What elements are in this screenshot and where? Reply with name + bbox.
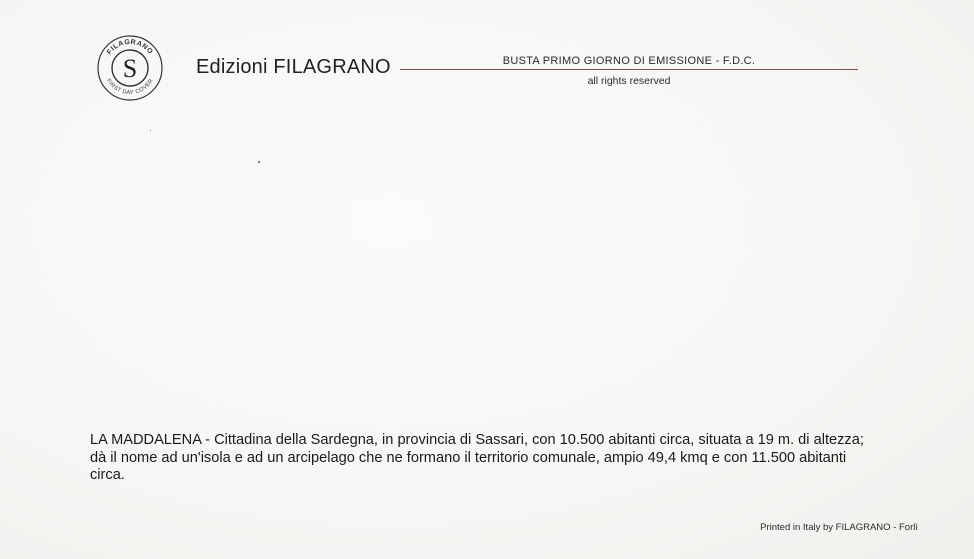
fdc-title: BUSTA PRIMO GIORNO DI EMISSIONE - F.D.C. bbox=[502, 55, 756, 67]
header-rule bbox=[400, 69, 858, 70]
publisher-name: Edizioni FILAGRANO bbox=[196, 56, 391, 78]
paper-speck bbox=[258, 161, 260, 163]
printer-credit: Printed in Italy by FILAGRANO - Forlì bbox=[760, 522, 918, 533]
description-text: LA MADDALENA - Cittadina della Sardegna, in provincia di Sassari, con 10.500 abitanti circa, situata a 19 m. di altezza; dà il nome ad un'isola e ad un arcipelago che ne formano il territorio comunale, ampio 49,4 kmq e con 11.500 abitanti circa. bbox=[90, 432, 864, 483]
rights-notice: all rights reserved bbox=[587, 75, 671, 87]
paper-speck bbox=[150, 130, 151, 131]
svg-text:FILAGRANO: FILAGRANO bbox=[106, 38, 154, 56]
filagrano-seal-logo bbox=[96, 34, 164, 102]
logo-letter: S bbox=[122, 54, 138, 83]
svg-text:FIRST DAY COVER: FIRST DAY COVER bbox=[105, 77, 155, 97]
